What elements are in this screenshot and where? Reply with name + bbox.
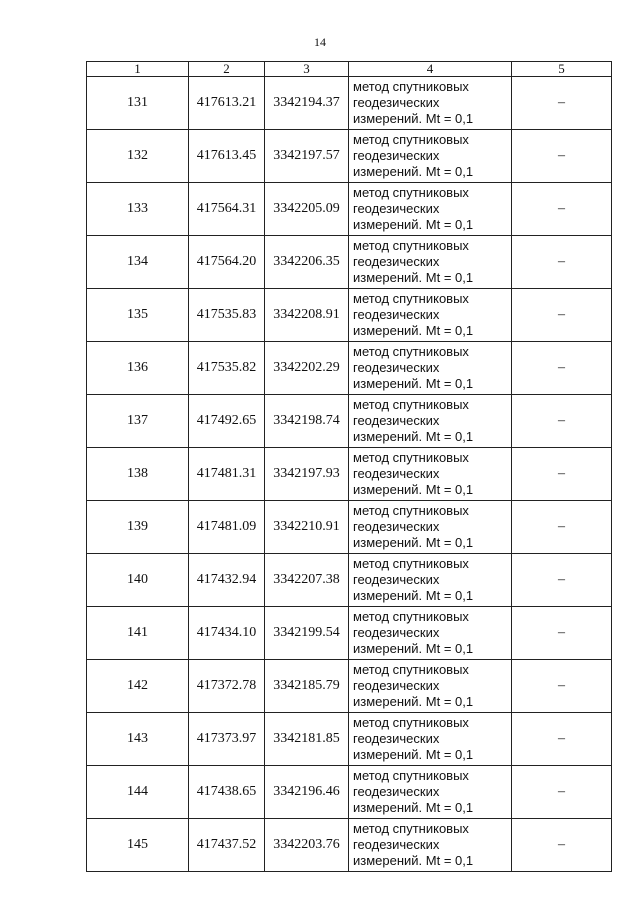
x-coordinate-cell: 417564.20: [189, 236, 265, 289]
method-line: геодезических: [353, 201, 440, 216]
table-row: [87, 607, 612, 660]
table-row: [87, 395, 612, 448]
y-coordinate-cell: 3342206.35: [265, 236, 349, 289]
x-coordinate-cell: 417492.65: [189, 395, 265, 448]
method-line: метод спутниковых: [353, 450, 469, 465]
note-cell: –: [512, 342, 612, 395]
method-line: метод спутниковых: [353, 238, 469, 253]
method-line: метод спутниковых: [353, 185, 469, 200]
point-number-cell: 144: [87, 766, 189, 819]
method-line: геодезических: [353, 519, 440, 534]
method-line: геодезических: [353, 837, 440, 852]
method-cell: [349, 289, 512, 342]
column-header-1: 1: [87, 62, 189, 77]
method-cell: [349, 77, 512, 130]
method-line: метод спутниковых: [353, 291, 469, 306]
method-line: геодезических: [353, 678, 440, 693]
y-coordinate-cell: 3342198.74: [265, 395, 349, 448]
table-row: [87, 130, 612, 183]
method-cell: [349, 130, 512, 183]
method-line: геодезических: [353, 254, 440, 269]
method-line: геодезических: [353, 360, 440, 375]
point-number-cell: 137: [87, 395, 189, 448]
table-row: [87, 501, 612, 554]
method-line: измерений. Mt = 0,1: [353, 323, 474, 338]
y-coordinate-cell: 3342210.91: [265, 501, 349, 554]
note-cell: –: [512, 183, 612, 236]
column-header-3: 3: [265, 62, 349, 77]
point-number-cell: 133: [87, 183, 189, 236]
point-number-cell: 145: [87, 819, 189, 872]
method-cell: [349, 342, 512, 395]
y-coordinate-cell: 3342196.46: [265, 766, 349, 819]
point-number-cell: 132: [87, 130, 189, 183]
point-number-cell: 141: [87, 607, 189, 660]
note-cell: –: [512, 660, 612, 713]
x-coordinate-cell: 417535.83: [189, 289, 265, 342]
point-number-cell: 136: [87, 342, 189, 395]
method-line: измерений. Mt = 0,1: [353, 217, 474, 232]
method-line: измерений. Mt = 0,1: [353, 800, 474, 815]
y-coordinate-cell: 3342199.54: [265, 607, 349, 660]
note-cell: –: [512, 713, 612, 766]
note-cell: –: [512, 130, 612, 183]
method-line: метод спутниковых: [353, 503, 469, 518]
method-line: геодезических: [353, 784, 440, 799]
method-cell: [349, 660, 512, 713]
note-cell: –: [512, 236, 612, 289]
method-line: измерений. Mt = 0,1: [353, 429, 474, 444]
x-coordinate-cell: 417432.94: [189, 554, 265, 607]
method-line: геодезических: [353, 731, 440, 746]
table-row: [87, 183, 612, 236]
method-line: измерений. Mt = 0,1: [353, 641, 474, 656]
point-number-cell: 142: [87, 660, 189, 713]
method-line: метод спутниковых: [353, 768, 469, 783]
table-row: [87, 554, 612, 607]
y-coordinate-cell: 3342207.38: [265, 554, 349, 607]
table-row: [87, 236, 612, 289]
method-line: измерений. Mt = 0,1: [353, 376, 474, 391]
method-line: метод спутниковых: [353, 132, 469, 147]
method-line: геодезических: [353, 95, 440, 110]
method-cell: [349, 766, 512, 819]
x-coordinate-cell: 417481.09: [189, 501, 265, 554]
note-cell: –: [512, 607, 612, 660]
method-line: геодезических: [353, 413, 440, 428]
note-cell: –: [512, 289, 612, 342]
method-line: метод спутниковых: [353, 556, 469, 571]
method-line: геодезических: [353, 148, 440, 163]
method-line: геодезических: [353, 572, 440, 587]
x-coordinate-cell: 417438.65: [189, 766, 265, 819]
x-coordinate-cell: 417434.10: [189, 607, 265, 660]
x-coordinate-cell: 417437.52: [189, 819, 265, 872]
coordinates-table: [86, 61, 612, 872]
note-cell: –: [512, 766, 612, 819]
x-coordinate-cell: 417481.31: [189, 448, 265, 501]
method-line: измерений. Mt = 0,1: [353, 853, 474, 868]
table-row: [87, 448, 612, 501]
x-coordinate-cell: 417564.31: [189, 183, 265, 236]
method-cell: [349, 395, 512, 448]
x-coordinate-cell: 417613.21: [189, 77, 265, 130]
table-row: [87, 766, 612, 819]
table-row: [87, 660, 612, 713]
method-line: измерений. Mt = 0,1: [353, 111, 474, 126]
y-coordinate-cell: 3342203.76: [265, 819, 349, 872]
point-number-cell: 143: [87, 713, 189, 766]
point-number-cell: 140: [87, 554, 189, 607]
method-cell: [349, 607, 512, 660]
note-cell: –: [512, 819, 612, 872]
note-cell: –: [512, 77, 612, 130]
point-number-cell: 135: [87, 289, 189, 342]
method-cell: [349, 448, 512, 501]
y-coordinate-cell: 3342202.29: [265, 342, 349, 395]
method-line: геодезических: [353, 625, 440, 640]
header-row: [87, 62, 612, 77]
table-row: [87, 77, 612, 130]
method-cell: [349, 713, 512, 766]
method-cell: [349, 554, 512, 607]
point-number-cell: 138: [87, 448, 189, 501]
method-line: измерений. Mt = 0,1: [353, 588, 474, 603]
x-coordinate-cell: 417372.78: [189, 660, 265, 713]
y-coordinate-cell: 3342197.93: [265, 448, 349, 501]
point-number-cell: 131: [87, 77, 189, 130]
method-cell: [349, 183, 512, 236]
method-line: измерений. Mt = 0,1: [353, 694, 474, 709]
column-header-2: 2: [189, 62, 265, 77]
method-line: геодезических: [353, 307, 440, 322]
y-coordinate-cell: 3342194.37: [265, 77, 349, 130]
note-cell: –: [512, 501, 612, 554]
method-line: метод спутниковых: [353, 821, 469, 836]
table-row: [87, 713, 612, 766]
method-line: геодезических: [353, 466, 440, 481]
method-line: метод спутниковых: [353, 344, 469, 359]
note-cell: –: [512, 395, 612, 448]
method-line: измерений. Mt = 0,1: [353, 270, 474, 285]
note-cell: –: [512, 554, 612, 607]
column-header-4: 4: [349, 62, 512, 77]
x-coordinate-cell: 417535.82: [189, 342, 265, 395]
method-line: метод спутниковых: [353, 397, 469, 412]
method-line: измерений. Mt = 0,1: [353, 164, 474, 179]
method-line: метод спутниковых: [353, 662, 469, 677]
x-coordinate-cell: 417613.45: [189, 130, 265, 183]
y-coordinate-cell: 3342181.85: [265, 713, 349, 766]
point-number-cell: 139: [87, 501, 189, 554]
method-line: измерений. Mt = 0,1: [353, 535, 474, 550]
method-cell: [349, 236, 512, 289]
table-body: [87, 77, 612, 872]
method-line: метод спутниковых: [353, 79, 469, 94]
x-coordinate-cell: 417373.97: [189, 713, 265, 766]
y-coordinate-cell: 3342205.09: [265, 183, 349, 236]
method-line: измерений. Mt = 0,1: [353, 482, 474, 497]
point-number-cell: 134: [87, 236, 189, 289]
table-row: [87, 289, 612, 342]
table-row: [87, 342, 612, 395]
column-header-5: 5: [512, 62, 612, 77]
note-cell: –: [512, 448, 612, 501]
page-number: 14: [314, 35, 326, 49]
method-line: измерений. Mt = 0,1: [353, 747, 474, 762]
y-coordinate-cell: 3342208.91: [265, 289, 349, 342]
method-line: метод спутниковых: [353, 609, 469, 624]
table-row: [87, 819, 612, 872]
method-cell: [349, 501, 512, 554]
method-line: метод спутниковых: [353, 715, 469, 730]
y-coordinate-cell: 3342197.57: [265, 130, 349, 183]
y-coordinate-cell: 3342185.79: [265, 660, 349, 713]
method-cell: [349, 819, 512, 872]
